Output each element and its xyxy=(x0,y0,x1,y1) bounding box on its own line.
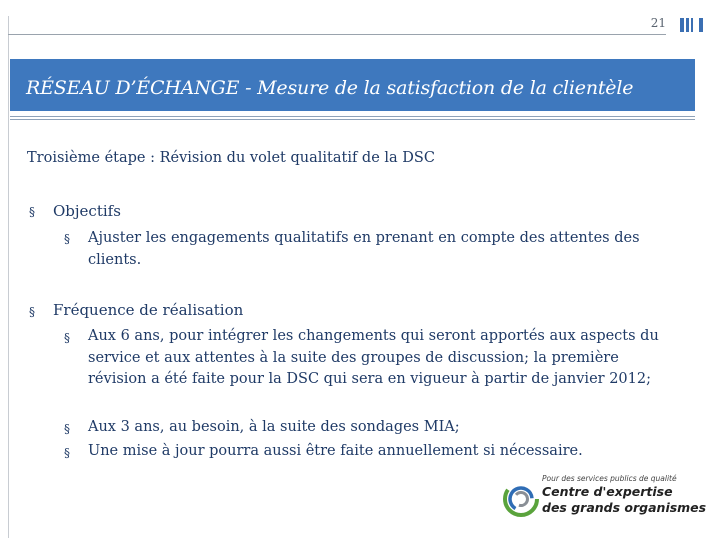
slide-subtitle: Troisième étape : Révision du volet qualitatif de la DSC xyxy=(27,150,435,166)
slide-title: RÉSEAU D’ÉCHANGE - Mesure de la satisfaction de la clientèle xyxy=(26,77,634,99)
left-divider xyxy=(8,16,9,538)
list-item: Une mise à jour pourra aussi être faite annuellement si nécessaire. xyxy=(88,443,583,459)
logo-tagline: Pour des services publics de qualité xyxy=(542,474,677,483)
bullet-icon: § xyxy=(64,422,70,436)
title-underline xyxy=(10,116,695,120)
bullet-icon: § xyxy=(64,446,70,460)
list-item: Ajuster les engagements qualitatifs en prenant en compte des attentes des clients. xyxy=(88,230,640,268)
list-item: Aux 3 ans, au besoin, à la suite des sondages MIA; xyxy=(88,419,460,435)
logo-rings-icon xyxy=(502,478,540,520)
bullet-icon: § xyxy=(64,232,70,246)
logo-line-2: des grands organismes xyxy=(542,500,707,515)
page-number: 21 xyxy=(650,16,666,30)
bullet-icon: § xyxy=(29,205,35,219)
logo xyxy=(502,472,707,524)
page-marks-icon xyxy=(680,18,704,32)
section-heading-frequence: Fréquence de réalisation xyxy=(53,301,244,319)
bullet-icon: § xyxy=(29,305,35,319)
logo-line-1: Centre d'expertise xyxy=(542,484,673,499)
list-item: Aux 6 ans, pour intégrer les changements qui seront apportés aux aspects du service et aux attentes à la suite des groupes de discussion; la première révision a été faite pour la DSC qui sera en vigueur à partir de janvier 2012; xyxy=(88,328,659,387)
bullet-icon: § xyxy=(64,331,70,345)
section-heading-objectifs: Objectifs xyxy=(53,202,121,220)
top-divider xyxy=(8,34,666,35)
